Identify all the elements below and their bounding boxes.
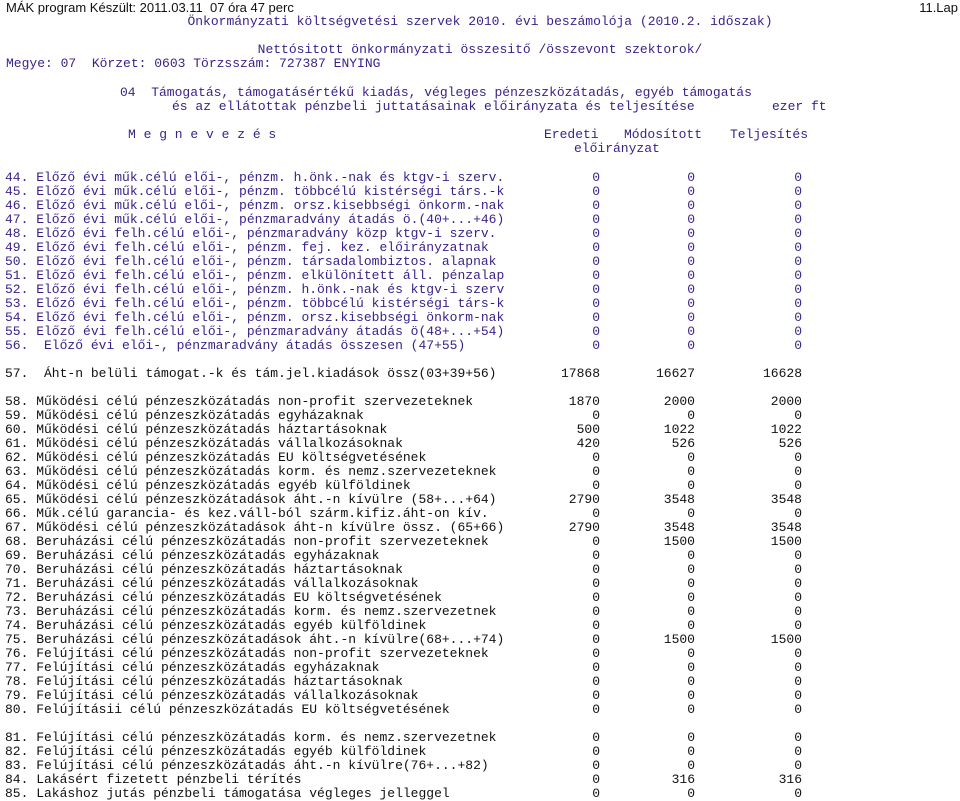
value-eredeti: 0 bbox=[592, 170, 600, 185]
value-modositott: 0 bbox=[687, 338, 695, 353]
table-row bbox=[0, 591, 960, 605]
value-eredeti: 0 bbox=[592, 758, 600, 773]
value-modositott: 0 bbox=[687, 170, 695, 185]
value-eredeti: 2790 bbox=[568, 520, 600, 535]
value-eredeti: 0 bbox=[592, 772, 600, 787]
value-modositott: 0 bbox=[687, 198, 695, 213]
value-modositott: 0 bbox=[687, 184, 695, 199]
value-eredeti: 0 bbox=[592, 338, 600, 353]
table-row bbox=[0, 633, 960, 647]
table-row bbox=[0, 521, 960, 535]
value-teljesites: 0 bbox=[794, 562, 802, 577]
value-teljesites: 0 bbox=[794, 310, 802, 325]
value-modositott: 316 bbox=[671, 772, 695, 787]
row-label: 80. Felújításii célú pénzeszközátadás EU költségvetésének bbox=[5, 702, 450, 717]
table-row bbox=[0, 563, 960, 577]
value-modositott: 0 bbox=[687, 674, 695, 689]
value-modositott: 0 bbox=[687, 744, 695, 759]
value-eredeti: 0 bbox=[592, 576, 600, 591]
value-teljesites: 0 bbox=[794, 646, 802, 661]
value-teljesites: 0 bbox=[794, 744, 802, 759]
value-modositott: 1022 bbox=[663, 422, 695, 437]
row-label: 72. Beruházási célú pénzeszközátadás EU költségvetésének bbox=[5, 590, 442, 605]
table-row bbox=[0, 199, 960, 213]
value-modositott: 0 bbox=[687, 408, 695, 423]
value-eredeti: 0 bbox=[592, 534, 600, 549]
row-label: 71. Beruházási célú pénzeszközátadás vállalkozásoknak bbox=[5, 576, 419, 591]
table-row bbox=[0, 647, 960, 661]
value-eredeti: 0 bbox=[592, 632, 600, 647]
value-teljesites: 316 bbox=[778, 772, 802, 787]
value-teljesites: 0 bbox=[794, 576, 802, 591]
value-teljesites: 16628 bbox=[762, 366, 802, 381]
report-header-left: MÁK program Készült: 2011.03.11 07 óra 47 perc bbox=[6, 0, 294, 15]
value-modositott: 0 bbox=[687, 268, 695, 283]
table-row bbox=[0, 577, 960, 591]
value-modositott: 0 bbox=[687, 786, 695, 801]
value-teljesites: 0 bbox=[794, 212, 802, 227]
table-row bbox=[0, 787, 960, 801]
value-eredeti: 0 bbox=[592, 198, 600, 213]
value-modositott: 0 bbox=[687, 548, 695, 563]
value-eredeti: 0 bbox=[592, 268, 600, 283]
table-row bbox=[0, 745, 960, 759]
value-teljesites: 0 bbox=[794, 702, 802, 717]
value-eredeti: 500 bbox=[576, 422, 600, 437]
value-modositott: 0 bbox=[687, 646, 695, 661]
value-teljesites: 0 bbox=[794, 338, 802, 353]
column-header-eloiranyzat: előirányzat bbox=[574, 141, 660, 156]
table-row bbox=[0, 759, 960, 773]
table-row bbox=[0, 325, 960, 339]
table-row bbox=[0, 619, 960, 633]
row-label: 82. Felújítási célú pénzeszközátadás egyéb külföldinek bbox=[5, 744, 427, 759]
value-eredeti: 0 bbox=[592, 282, 600, 297]
value-modositott: 0 bbox=[687, 310, 695, 325]
table-row bbox=[0, 437, 960, 451]
report-type: Nettósitott önkormányzati összesitő /összevont szektorok/ bbox=[257, 42, 703, 57]
value-eredeti: 420 bbox=[576, 436, 600, 451]
row-label: 53. Előző évi felh.célú elői-, pénzm. többcélú kistérségi társ-k bbox=[5, 296, 505, 311]
table-row bbox=[0, 395, 960, 409]
value-modositott: 0 bbox=[687, 590, 695, 605]
table-row bbox=[0, 689, 960, 703]
value-eredeti: 0 bbox=[592, 604, 600, 619]
value-modositott: 0 bbox=[687, 464, 695, 479]
value-modositott: 2000 bbox=[663, 394, 695, 409]
section-title-line1: 04 Támogatás, támogatásértékű kiadás, végleges pénzeszközátadás, egyéb támogatás bbox=[120, 85, 752, 100]
row-label: 54. Előző évi felh.célú elői-, pénzm. orsz.kisebbségi önkorm-nak bbox=[5, 310, 505, 325]
value-modositott: 0 bbox=[687, 450, 695, 465]
value-modositott: 0 bbox=[687, 240, 695, 255]
value-teljesites: 526 bbox=[778, 436, 802, 451]
table-row bbox=[0, 773, 960, 787]
value-teljesites: 0 bbox=[794, 548, 802, 563]
value-eredeti: 0 bbox=[592, 310, 600, 325]
table-row bbox=[0, 297, 960, 311]
table-row bbox=[0, 269, 960, 283]
row-label: 46. Előző évi műk.célú elői-, pénzm. orsz.kisebbségi önkorm.-nak bbox=[5, 198, 505, 213]
value-modositott: 0 bbox=[687, 562, 695, 577]
row-label: 66. Műk.célú garancia- és kez.váll-ból szárm.kifiz.áht-on kív. bbox=[5, 506, 489, 521]
value-eredeti: 0 bbox=[592, 730, 600, 745]
value-eredeti: 0 bbox=[592, 506, 600, 521]
value-teljesites: 1500 bbox=[770, 534, 802, 549]
value-teljesites: 0 bbox=[794, 506, 802, 521]
value-teljesites: 0 bbox=[794, 450, 802, 465]
row-label: 83. Felújítási célú pénzeszközátadás áht.-n kívülre(76+...+82) bbox=[5, 758, 489, 773]
value-teljesites: 1022 bbox=[770, 422, 802, 437]
table-row bbox=[0, 507, 960, 521]
table-row bbox=[0, 213, 960, 227]
row-label: 79. Felújítási célú pénzeszközátadás vállalkozásoknak bbox=[5, 688, 419, 703]
table-row bbox=[0, 171, 960, 185]
value-modositott: 3548 bbox=[663, 520, 695, 535]
value-eredeti: 0 bbox=[592, 590, 600, 605]
value-teljesites: 0 bbox=[794, 170, 802, 185]
value-eredeti: 0 bbox=[592, 702, 600, 717]
value-eredeti: 0 bbox=[592, 478, 600, 493]
table-row bbox=[0, 675, 960, 689]
row-label: 47. Előző évi műk.célú elői-, pénzmaradvány átadás ö.(40+...+46) bbox=[5, 212, 505, 227]
row-label: 64. Működési célú pénzeszközátadás egyéb külföldinek bbox=[5, 478, 411, 493]
row-label: 74. Beruházási célú pénzeszközátadás egyéb külföldinek bbox=[5, 618, 427, 633]
page-number: 11.Lap bbox=[919, 0, 958, 15]
value-teljesites: 0 bbox=[794, 688, 802, 703]
value-eredeti: 2790 bbox=[568, 492, 600, 507]
row-label: 60. Működési célú pénzeszközátadás háztartásoknak bbox=[5, 422, 388, 437]
value-teljesites: 0 bbox=[794, 730, 802, 745]
value-eredeti: 0 bbox=[592, 618, 600, 633]
value-teljesites: 0 bbox=[794, 674, 802, 689]
row-label: 75. Beruházási célú pénzeszközátadások áht.-n kívülre(68+...+74) bbox=[5, 632, 505, 647]
value-teljesites: 0 bbox=[794, 184, 802, 199]
column-header-modositott: Módosított bbox=[624, 127, 703, 142]
row-label: 55. Előző évi felh.célú elői-, pénzmaradvány átadás ö(48+...+54) bbox=[5, 324, 505, 339]
value-teljesites: 0 bbox=[794, 786, 802, 801]
value-teljesites: 3548 bbox=[770, 520, 802, 535]
table-row bbox=[0, 731, 960, 745]
table-row bbox=[0, 605, 960, 619]
value-teljesites: 0 bbox=[794, 590, 802, 605]
unit-label: ezer ft bbox=[772, 99, 827, 114]
value-eredeti: 0 bbox=[592, 674, 600, 689]
table-row bbox=[0, 339, 960, 353]
row-label: 84. Lakásért fizetett pénzbeli térítés bbox=[5, 772, 302, 787]
value-eredeti: 1870 bbox=[568, 394, 600, 409]
value-modositott: 0 bbox=[687, 730, 695, 745]
value-teljesites: 2000 bbox=[770, 394, 802, 409]
value-teljesites: 0 bbox=[794, 604, 802, 619]
value-teljesites: 0 bbox=[794, 240, 802, 255]
value-eredeti: 0 bbox=[592, 464, 600, 479]
table-row bbox=[0, 703, 960, 717]
value-teljesites: 0 bbox=[794, 758, 802, 773]
value-modositott: 1500 bbox=[663, 534, 695, 549]
table-row bbox=[0, 311, 960, 325]
value-teljesites: 1500 bbox=[770, 632, 802, 647]
value-teljesites: 0 bbox=[794, 408, 802, 423]
column-header-teljesites: Teljesítés bbox=[730, 127, 809, 142]
value-modositott: 0 bbox=[687, 618, 695, 633]
value-modositott: 16627 bbox=[655, 366, 695, 381]
value-eredeti: 0 bbox=[592, 646, 600, 661]
value-eredeti: 0 bbox=[592, 254, 600, 269]
value-eredeti: 0 bbox=[592, 296, 600, 311]
row-label: 63. Működési célú pénzeszközátadás korm. és nemz.szervezeteknek bbox=[5, 464, 497, 479]
row-label: 69. Beruházási célú pénzeszközátadás egyházaknak bbox=[5, 548, 380, 563]
report-subtitle: Önkormányzati költségvetési szervek 2010. évi beszámolója (2010.2. időszak) bbox=[187, 14, 773, 29]
row-label: 85. Lakáshoz jutás pénzbeli támogatása végleges jelleggel bbox=[5, 786, 450, 801]
table-row bbox=[0, 241, 960, 255]
row-label: 48. Előző évi felh.célú elői-, pénzmaradvány közp ktgv-i szerv. bbox=[5, 226, 497, 241]
row-label: 81. Felújítási célú pénzeszközátadás korm. és nemz.szervezetnek bbox=[5, 730, 497, 745]
table-row bbox=[0, 367, 960, 381]
value-modositott: 0 bbox=[687, 506, 695, 521]
value-modositott: 0 bbox=[687, 478, 695, 493]
row-label: 52. Előző évi felh.célú elői-, pénzm. h.önk.-nak és ktgv-i szerv bbox=[5, 282, 505, 297]
value-modositott: 0 bbox=[687, 576, 695, 591]
row-label: 50. Előző évi felh.célú elői-, pénzm. társadalombiztos. alapnak bbox=[5, 254, 497, 269]
row-label: 65. Működési célú pénzeszközátadások áht.-n kívülre (58+...+64) bbox=[5, 492, 497, 507]
value-modositott: 0 bbox=[687, 324, 695, 339]
value-eredeti: 0 bbox=[592, 548, 600, 563]
value-eredeti: 0 bbox=[592, 184, 600, 199]
row-label: 61. Működési célú pénzeszközátadás vállalkozásoknak bbox=[5, 436, 403, 451]
value-eredeti: 0 bbox=[592, 786, 600, 801]
table-row bbox=[0, 255, 960, 269]
table-row bbox=[0, 227, 960, 241]
row-label: 59. Működési célú pénzeszközátadás egyházaknak bbox=[5, 408, 364, 423]
value-teljesites: 0 bbox=[794, 282, 802, 297]
value-modositott: 0 bbox=[687, 688, 695, 703]
value-modositott: 1500 bbox=[663, 632, 695, 647]
column-header-eredeti: Eredeti bbox=[544, 127, 599, 142]
table-row bbox=[0, 423, 960, 437]
table-row bbox=[0, 549, 960, 563]
value-modositott: 0 bbox=[687, 604, 695, 619]
value-eredeti: 0 bbox=[592, 688, 600, 703]
location-line: Megye: 07 Körzet: 0603 Törzsszám: 727387 ENYING bbox=[6, 56, 381, 71]
row-label: 45. Előző évi műk.célú elői-, pénzm. többcélú kistérségi társ.-k bbox=[5, 184, 505, 199]
value-teljesites: 0 bbox=[794, 198, 802, 213]
value-eredeti: 0 bbox=[592, 408, 600, 423]
value-teljesites: 0 bbox=[794, 618, 802, 633]
value-eredeti: 17868 bbox=[560, 366, 600, 381]
value-modositott: 0 bbox=[687, 282, 695, 297]
value-teljesites: 0 bbox=[794, 226, 802, 241]
value-eredeti: 0 bbox=[592, 744, 600, 759]
row-label: 67. Működési célú pénzeszközátadások áht-n kívülre össz. (65+66) bbox=[5, 520, 505, 535]
value-eredeti: 0 bbox=[592, 450, 600, 465]
table-row bbox=[0, 661, 960, 675]
value-teljesites: 0 bbox=[794, 660, 802, 675]
row-label: 77. Felújítási célú pénzeszközátadás egyházaknak bbox=[5, 660, 380, 675]
row-label: 68. Beruházási célú pénzeszközátadás non-profit szervezeteknek bbox=[5, 534, 489, 549]
value-eredeti: 0 bbox=[592, 226, 600, 241]
value-teljesites: 0 bbox=[794, 464, 802, 479]
column-header-label: M e g n e v e z é s bbox=[128, 127, 277, 142]
value-modositott: 3548 bbox=[663, 492, 695, 507]
value-modositott: 0 bbox=[687, 660, 695, 675]
value-modositott: 0 bbox=[687, 226, 695, 241]
value-modositott: 0 bbox=[687, 758, 695, 773]
row-label: 56. Előző évi elői-, pénzmaradvány átadás összesen (47+55) bbox=[5, 338, 466, 353]
value-modositott: 526 bbox=[671, 436, 695, 451]
row-label: 62. Működési célú pénzeszközátadás EU költségvetésének bbox=[5, 450, 427, 465]
table-row bbox=[0, 283, 960, 297]
table-row bbox=[0, 535, 960, 549]
value-teljesites: 0 bbox=[794, 254, 802, 269]
value-modositott: 0 bbox=[687, 296, 695, 311]
value-eredeti: 0 bbox=[592, 212, 600, 227]
table-row bbox=[0, 465, 960, 479]
table-row bbox=[0, 493, 960, 507]
row-label: 58. Működési célú pénzeszközátadás non-profit szervezeteknek bbox=[5, 394, 474, 409]
row-label: 51. Előző évi felh.célú elői-, pénzm. elkülönített áll. pénzalap bbox=[5, 268, 505, 283]
table-row bbox=[0, 451, 960, 465]
value-modositott: 0 bbox=[687, 254, 695, 269]
value-modositott: 0 bbox=[687, 702, 695, 717]
row-label: 73. Beruházási célú pénzeszközátadás korm. és nemz.szervezetnek bbox=[5, 604, 497, 619]
row-label: 70. Beruházási célú pénzeszközátadás háztartásoknak bbox=[5, 562, 403, 577]
value-teljesites: 3548 bbox=[770, 492, 802, 507]
value-teljesites: 0 bbox=[794, 268, 802, 283]
table-row bbox=[0, 479, 960, 493]
value-modositott: 0 bbox=[687, 212, 695, 227]
value-eredeti: 0 bbox=[592, 562, 600, 577]
table-row bbox=[0, 185, 960, 199]
section-title-line2: és az ellátottak pénzbeli juttatásainak előirányzata és teljesítése bbox=[172, 99, 695, 114]
value-teljesites: 0 bbox=[794, 324, 802, 339]
row-label: 78. Felújítási célú pénzeszközátadás háztartásoknak bbox=[5, 674, 403, 689]
value-eredeti: 0 bbox=[592, 324, 600, 339]
value-eredeti: 0 bbox=[592, 660, 600, 675]
row-label: 76. Felújítási célú pénzeszközátadás non-profit szervezeteknek bbox=[5, 646, 489, 661]
row-label: 44. Előző évi műk.célú elői-, pénzm. h.önk.-nak és ktgv-i szerv. bbox=[5, 170, 505, 185]
row-label: 57. Áht-n belüli támogat.-k és tám.jel.kiadások össz(03+39+56) bbox=[5, 366, 497, 381]
row-label: 49. Előző évi felh.célú elői-, pénzm. fej. kez. előirányzatnak bbox=[5, 240, 489, 255]
value-teljesites: 0 bbox=[794, 478, 802, 493]
value-eredeti: 0 bbox=[592, 240, 600, 255]
value-teljesites: 0 bbox=[794, 296, 802, 311]
table-row bbox=[0, 409, 960, 423]
